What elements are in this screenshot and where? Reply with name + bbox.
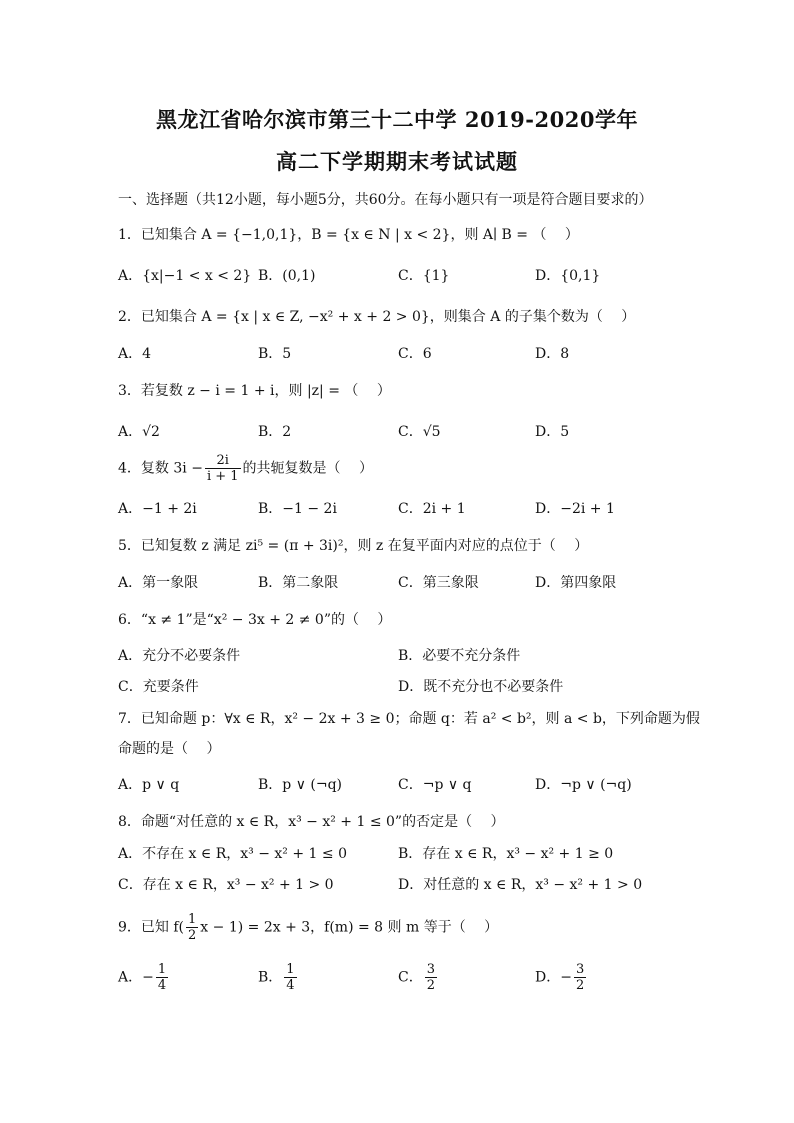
q9-frac-num: 1 <box>188 912 197 927</box>
q4-frac-num: 2i <box>205 453 241 469</box>
q9-option-a <box>118 962 170 993</box>
q4-frac-den: i + 1 <box>206 469 239 484</box>
q9-b-label: B． <box>258 969 283 986</box>
q2-option-a: A．4 <box>118 346 152 362</box>
q7-option-c: C．¬p ∨ q <box>398 777 472 793</box>
q1-option-d: D．{0,1} <box>535 268 601 284</box>
q1-option-b: B．(0,1) <box>258 268 316 284</box>
q9-b-fraction <box>284 962 296 993</box>
question-8-stem: 8．命题“对任意的 x ∈ R，x³ − x² + 1 ≤ 0”的否定是（ ） <box>118 814 505 830</box>
q4-option-c: C．2i + 1 <box>398 501 466 517</box>
question-9-stem <box>118 912 498 943</box>
q9-frac-den: 2 <box>188 928 197 943</box>
q9-option-b <box>258 962 299 993</box>
q9-b-num: 1 <box>286 962 295 977</box>
q4-fraction <box>205 453 241 484</box>
q8-option-c: C．存在 x ∈ R，x³ − x² + 1 > 0 <box>118 877 334 893</box>
q2-option-d: D．8 <box>535 346 570 362</box>
q6-option-d: D．既不充分也不必要条件 <box>398 679 564 695</box>
q9-d-num: 3 <box>575 962 585 977</box>
q9-d-den: 2 <box>575 978 585 993</box>
q9-d-label: D． <box>535 969 561 986</box>
q9-c-den: 2 <box>426 978 435 993</box>
q9-c-fraction <box>425 962 437 993</box>
question-4-stem <box>118 453 373 484</box>
q9-c-label: C． <box>398 969 423 986</box>
q4-stem-pre: 4．复数 3i − <box>118 460 203 477</box>
question-1-stem: 1．已知集合 A = {−1,0,1}，B = {x ∈ N | x < 2}，则 A∣ B = （ ） <box>118 227 579 243</box>
q9-a-fraction <box>156 962 168 993</box>
q9-b-den: 4 <box>286 978 295 993</box>
question-5-stem: 5．已知复数 z 满足 zi⁵ = (π + 3i)²，则 z 在复平面内对应的点位于（ ） <box>118 538 589 554</box>
q9-stem-post: x − 1) = 2x + 3，f(m) = 8 则 m 等于（ ） <box>200 919 499 936</box>
q6-option-a: A．充分不必要条件 <box>118 648 241 664</box>
q5-option-b: B．第二象限 <box>258 575 339 591</box>
q9-stem-pre: 9．已知 f( <box>118 919 185 936</box>
question-3-stem: 3．若复数 z − i = 1 + i，则 |z| = （ ） <box>118 383 391 399</box>
q4-option-a: A．−1 + 2i <box>118 501 197 517</box>
q3-option-a: A．√2 <box>118 424 160 440</box>
q1-option-a: A．{x|−1 < x < 2} <box>118 268 252 284</box>
q9-a-den: 4 <box>157 978 167 993</box>
section-heading: 一、选择题（共12小题，每小题5分，共60分。在每小题只有一项是符合题目要求的） <box>118 192 653 208</box>
q6-option-c: C．充要条件 <box>118 679 199 695</box>
exam-title-line1: 黑龙江省哈尔滨市第三十二中学 2019-2020学年 <box>156 107 638 132</box>
q9-c-num: 3 <box>426 962 435 977</box>
question-6-stem: 6．“x ≠ 1”是“x² − 3x + 2 ≠ 0”的（ ） <box>118 612 392 628</box>
q7-option-a: A．p ∨ q <box>118 777 180 793</box>
exam-title-line2: 高二下学期期末考试试题 <box>276 149 518 174</box>
q2-option-b: B．5 <box>258 346 292 362</box>
q9-d-fraction <box>574 962 586 993</box>
question-2-stem: 2．已知集合 A = {x | x ∈ Z, −x² + x + 2 > 0}，则集合 A 的子集个数为（ ） <box>118 309 636 325</box>
question-7-stem: 7．已知命题 p：∀x ∈ R，x² − 2x + 3 ≥ 0；命题 q：若 a² < b²，则 a < b，下列命题为假 <box>118 711 700 727</box>
q7-option-b: B．p ∨ (¬q) <box>258 777 343 793</box>
q8-option-d: D．对任意的 x ∈ R，x³ − x² + 1 > 0 <box>398 877 643 893</box>
q9-option-d <box>535 962 588 993</box>
q9-a-sign: − <box>142 969 154 986</box>
q5-option-a: A．第一象限 <box>118 575 199 591</box>
q2-option-c: C．6 <box>398 346 432 362</box>
q4-stem-post: 的共轭复数是（ ） <box>242 460 373 477</box>
q6-option-b: B．必要不充分条件 <box>398 648 521 664</box>
q5-option-c: C．第三象限 <box>398 575 479 591</box>
q9-a-num: 1 <box>157 962 167 977</box>
q5-option-d: D．第四象限 <box>535 575 617 591</box>
q7-option-d: D．¬p ∨ (¬q) <box>535 777 632 793</box>
q9-d-sign: − <box>560 969 572 986</box>
q3-option-b: B．2 <box>258 424 292 440</box>
q9-a-label: A． <box>118 969 143 986</box>
q1-option-c: C．{1} <box>398 268 450 284</box>
q4-option-d: D．−2i + 1 <box>535 501 615 517</box>
q9-fraction <box>186 912 198 943</box>
question-7-stem-cont: 命题的是（ ） <box>118 741 221 757</box>
q8-option-a: A．不存在 x ∈ R，x³ − x² + 1 ≤ 0 <box>118 846 347 862</box>
q3-option-c: C．√5 <box>398 424 441 440</box>
q3-option-d: D．5 <box>535 424 570 440</box>
q4-option-b: B．−1 − 2i <box>258 501 337 517</box>
q9-option-c <box>398 962 439 993</box>
q8-option-b: B．存在 x ∈ R，x³ − x² + 1 ≥ 0 <box>398 846 614 862</box>
